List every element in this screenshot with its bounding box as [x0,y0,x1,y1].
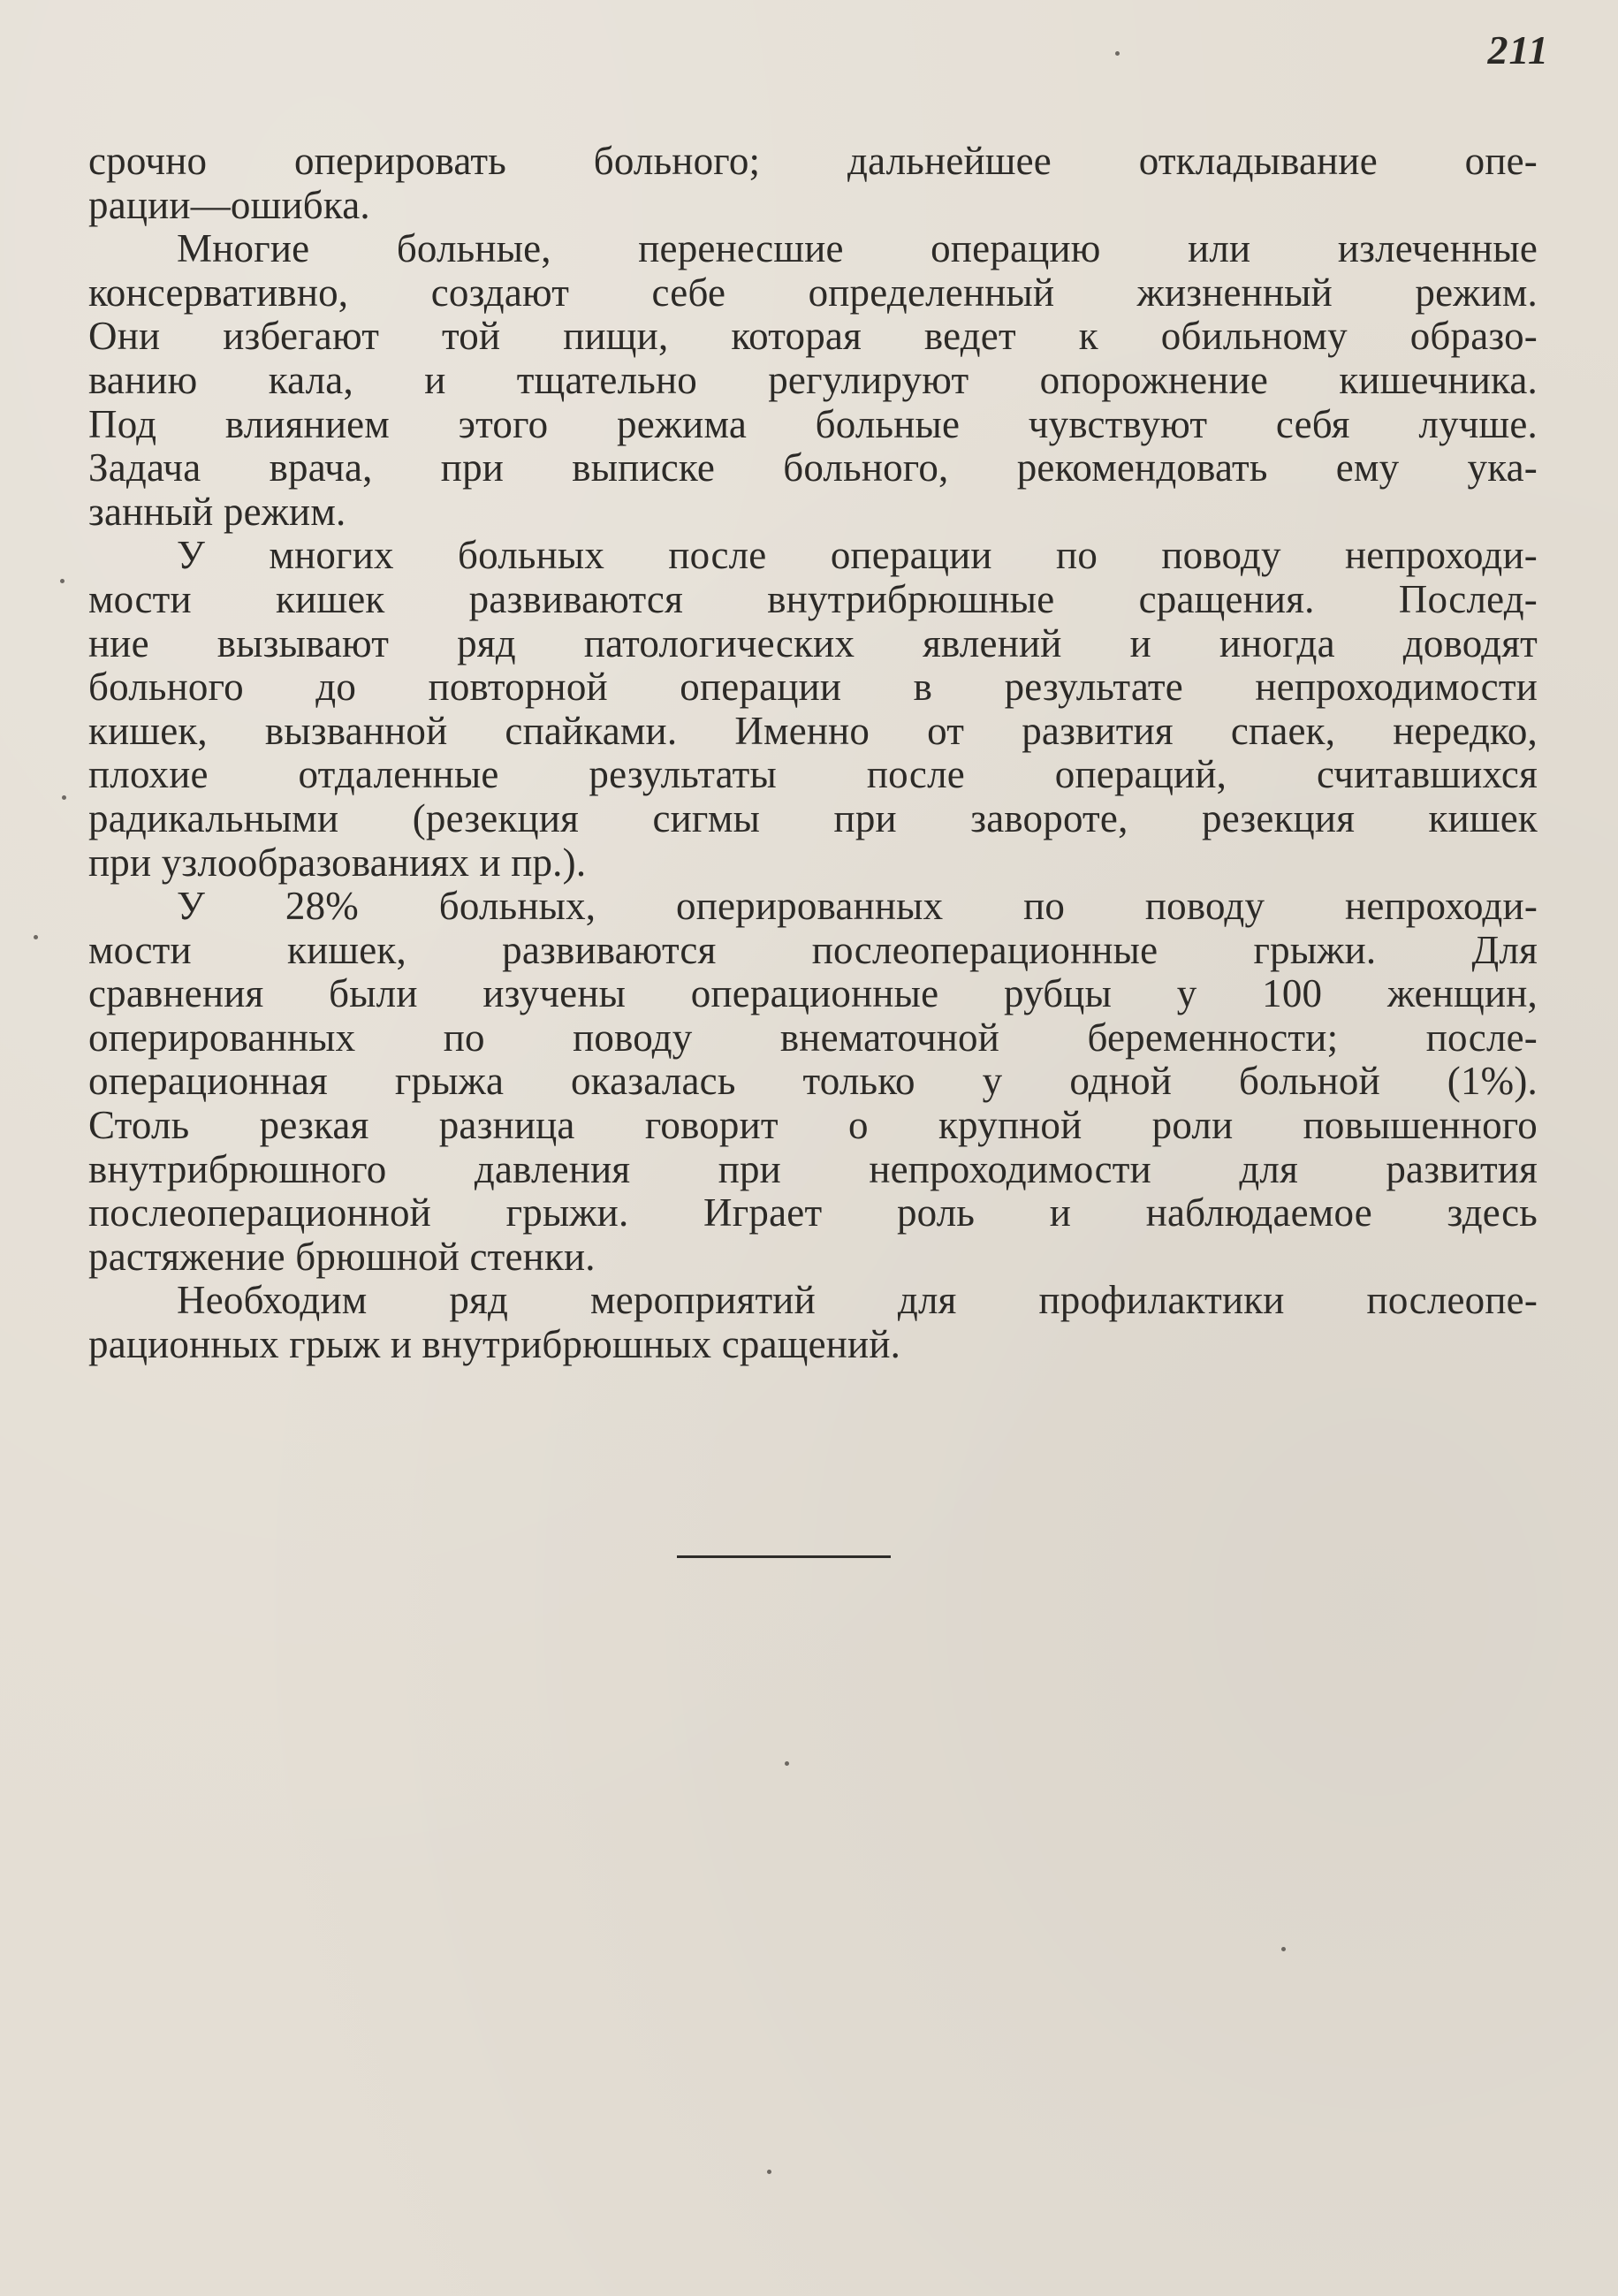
print-speck [767,2170,771,2174]
text-line: кишек, вызванной спайками. Именно от развития спаек, нередко, [88,708,1538,753]
print-speck [60,579,65,583]
paragraph [88,885,1538,1279]
text-line: растяжение брюшной стенки. [88,1234,596,1279]
text-line: ванию кала, и тщательно регулируют опорожнение кишечника. [88,357,1538,402]
print-speck [1281,1947,1286,1951]
text-line: сравнения были изучены операционные рубцы у 100 женщин, [88,971,1538,1016]
text-line: мости кишек, развиваются послеоперационные грыжи. Для [88,927,1538,972]
text-line: рационных грыж и внутрибрюшных сращений. [88,1322,901,1367]
text-line: операционная грыжа оказалась только у одной больной (1%). [88,1059,1538,1104]
print-speck [62,795,66,800]
text-line: У 28% больных, оперированных по поводу непроходи- [177,884,1538,929]
print-speck [1115,51,1120,56]
body-text [88,140,1538,1367]
text-line: У многих больных после операции по поводу непроходи- [177,533,1538,578]
text-line: ние вызывают ряд патологических явлений и иногда доводят [88,620,1538,665]
text-line: мости кишек развиваются внутрибрюшные сращения. Послед- [88,576,1538,621]
section-end-rule [677,1555,891,1558]
paragraph [88,1279,1538,1366]
text-line: Многие больные, перенесшие операцию или излеченные [177,226,1538,271]
paragraph [88,227,1538,534]
text-line: Столь резкая разница говорит о крупной роли повышенного [88,1103,1538,1148]
text-line: Задача врача, при выписке больного, рекомендовать ему ука- [88,445,1538,490]
text-line: рации—ошибка. [88,182,370,227]
text-line: срочно оперировать больного; дальнейшее откладывание опе- [88,139,1538,183]
page-number: 211 [1487,27,1549,72]
paragraph [88,534,1538,885]
text-line: оперированных по поводу внематочной беременности; после- [88,1015,1538,1060]
text-line: Они избегают той пищи, которая ведет к обильному образо- [88,314,1538,359]
text-line: послеоперационной грыжи. Играет роль и наблюдаемое здесь [88,1190,1538,1235]
paragraph [88,140,1538,227]
text-line: внутрибрюшного давления при непроходимости для развития [88,1146,1538,1191]
text-line: Под влиянием этого режима больные чувствуют себя лучше. [88,401,1538,446]
text-line: больного до повторной операции в результате непроходимости [88,665,1538,710]
print-speck [34,935,38,939]
text-line: Необходим ряд мероприятий для профилактики послеопе- [177,1278,1538,1323]
text-line: занный режим. [88,489,346,534]
text-line: плохие отдаленные результаты после операций, считавшихся [88,752,1538,797]
text-line: консервативно, создают себе определенный жизненный режим. [88,270,1538,315]
print-speck [785,1761,789,1766]
text-line: радикальными (резекция сигмы при завороте, резекция кишек [88,795,1538,840]
text-line: при узлообразованиях и пр.). [88,840,587,885]
